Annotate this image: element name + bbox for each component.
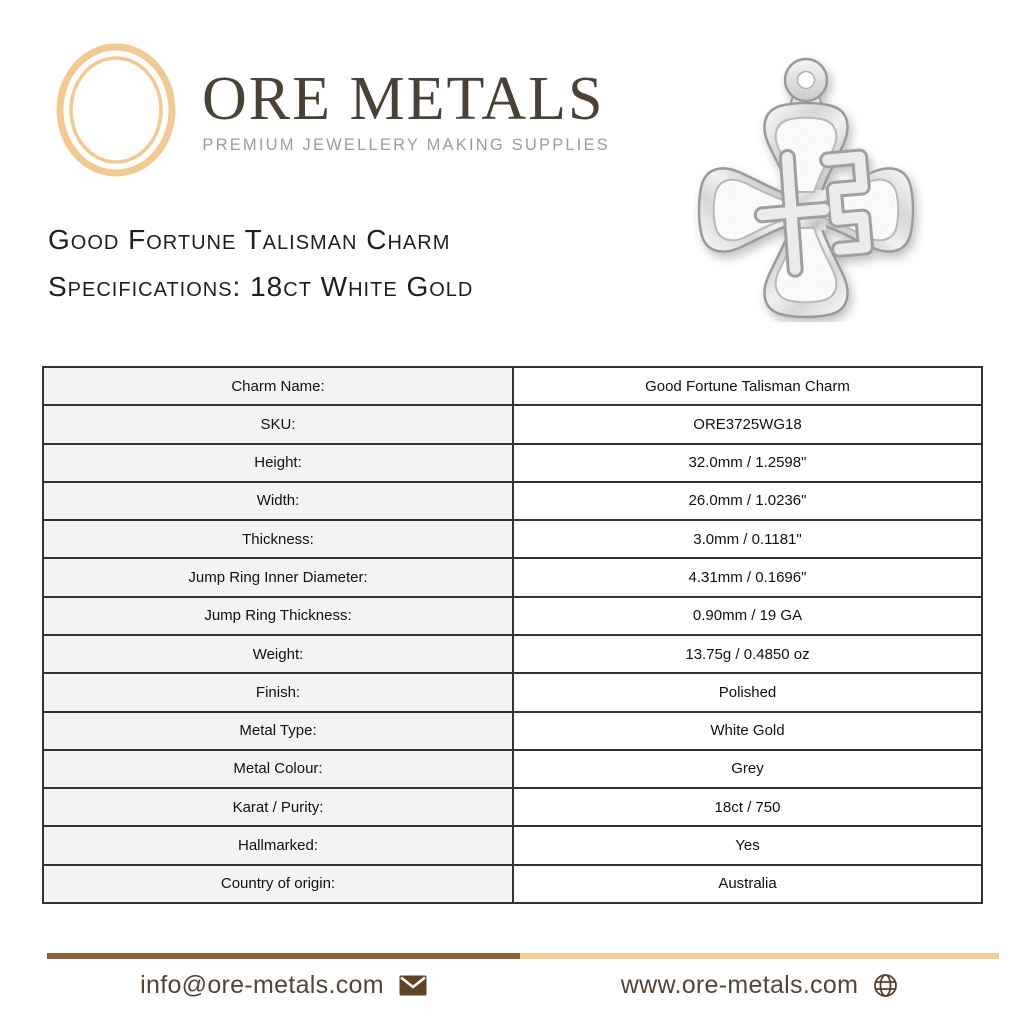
spec-label-cell: SKU: — [43, 405, 513, 443]
spec-table-body — [43, 367, 982, 903]
spec-row — [43, 444, 982, 482]
spec-value-cell: ORE3725WG18 — [513, 405, 982, 443]
brand-name: ORE METALS — [202, 65, 605, 133]
spec-row — [43, 673, 982, 711]
spec-value-cell: Polished — [513, 673, 982, 711]
footer — [47, 961, 999, 1009]
spec-value-cell: Yes — [513, 826, 982, 864]
spec-value-cell: 3.0mm / 0.1181" — [513, 520, 982, 558]
spec-label-cell: Width: — [43, 482, 513, 520]
spec-value-cell: Good Fortune Talisman Charm — [513, 367, 982, 405]
spec-value-cell: 4.31mm / 0.1696" — [513, 558, 982, 596]
charm-photo — [694, 50, 924, 322]
spec-label-cell: Metal Type: — [43, 712, 513, 750]
brand-logo-ring-icon — [54, 41, 178, 179]
spec-label-cell: Thickness: — [43, 520, 513, 558]
spec-label-cell: Metal Colour: — [43, 750, 513, 788]
page-title-line2: Specifications: 18ct White Gold — [48, 271, 474, 302]
envelope-icon — [399, 975, 427, 996]
footer-email-link[interactable] — [47, 971, 520, 1000]
footer-website-link[interactable] — [520, 971, 999, 1000]
spec-value-cell: 13.75g / 0.4850 oz — [513, 635, 982, 673]
footer-website-text: www.ore-metals.com — [620, 970, 859, 999]
spec-row — [43, 865, 982, 903]
spec-row — [43, 750, 982, 788]
spec-row — [43, 826, 982, 864]
footer-divider — [47, 953, 999, 959]
spec-value-cell: 32.0mm / 1.2598" — [513, 444, 982, 482]
spec-value-cell: 0.90mm / 19 GA — [513, 597, 982, 635]
footer-divider-brown-segment — [47, 953, 520, 959]
spec-value-cell: 26.0mm / 1.0236" — [513, 482, 982, 520]
spec-row — [43, 712, 982, 750]
spec-label-cell: Hallmarked: — [43, 826, 513, 864]
footer-divider-tan-segment — [520, 953, 999, 959]
spec-value-cell: White Gold — [513, 712, 982, 750]
spec-label-cell: Karat / Purity: — [43, 788, 513, 826]
footer-email-text: info@ore-metals.com — [140, 970, 384, 999]
page-title-line1: Good Fortune Talisman Charm — [48, 224, 451, 255]
page-title — [48, 216, 473, 310]
spec-label-cell: Charm Name: — [43, 367, 513, 405]
spec-value-cell: Grey — [513, 750, 982, 788]
spec-label-cell: Jump Ring Thickness: — [43, 597, 513, 635]
spec-row — [43, 482, 982, 520]
spec-label-cell: Finish: — [43, 673, 513, 711]
spec-label-cell: Country of origin: — [43, 865, 513, 903]
brand-tagline: PREMIUM JEWELLERY MAKING SUPPLIES — [202, 136, 610, 154]
spec-row — [43, 520, 982, 558]
spec-label-cell: Weight: — [43, 635, 513, 673]
spec-label-cell: Jump Ring Inner Diameter: — [43, 558, 513, 596]
spec-value-cell: 18ct / 750 — [513, 788, 982, 826]
spec-row — [43, 367, 982, 405]
spec-table — [42, 366, 983, 904]
spec-label-cell: Height: — [43, 444, 513, 482]
spec-row — [43, 788, 982, 826]
spec-row — [43, 558, 982, 596]
spec-row — [43, 635, 982, 673]
spec-row — [43, 597, 982, 635]
spec-value-cell: Australia — [513, 865, 982, 903]
spec-row — [43, 405, 982, 443]
globe-icon — [873, 973, 898, 998]
